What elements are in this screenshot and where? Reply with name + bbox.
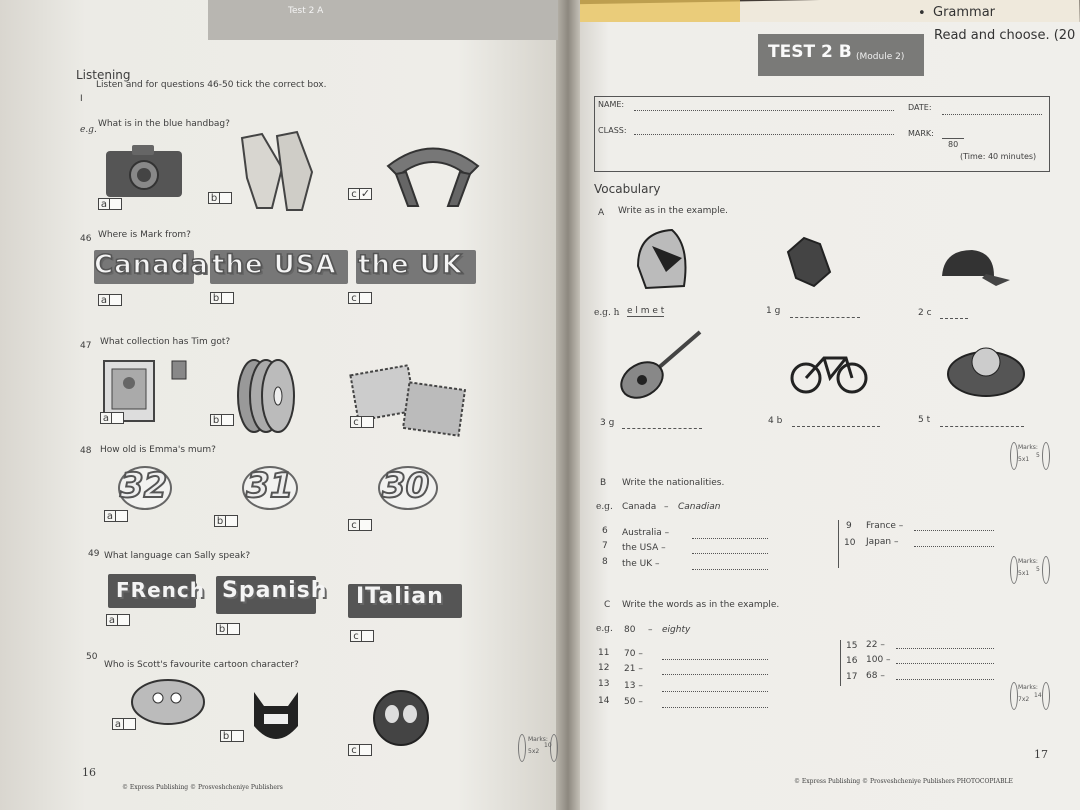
c-example-num: 80 — [624, 625, 636, 635]
option-letter: c — [348, 519, 360, 531]
time-limit: (Time: 40 minutes) — [960, 152, 1037, 161]
c-item-15-field[interactable] — [896, 648, 994, 649]
c-item-15-text: 22 – — [866, 640, 885, 650]
b-item-10-text: Japan – — [866, 537, 899, 547]
b-column-divider — [838, 520, 839, 568]
c-example-prefix: e.g. — [596, 624, 613, 634]
q48-number: 48 — [80, 446, 92, 456]
b-example-dash: – — [664, 502, 669, 512]
checkbox[interactable] — [116, 510, 128, 522]
listening-instruction: Listen and for questions 46-50 tick the correct box. — [96, 80, 327, 90]
c-item-12-text: 21 – — [624, 664, 643, 674]
c-item-13-num: 13 — [598, 679, 610, 689]
guitar-icon — [616, 330, 702, 400]
marks-formula: 7x2 — [1018, 696, 1030, 703]
c-item-16-num: 16 — [846, 656, 858, 666]
a-item-3-label: 3 g — [600, 418, 615, 428]
name-field[interactable] — [634, 110, 894, 111]
b-item-8-field[interactable] — [692, 569, 768, 570]
class-field[interactable] — [634, 134, 894, 135]
example-option-c[interactable] — [348, 188, 372, 200]
a-item-1-label: 1 g — [766, 306, 781, 316]
q50-option-c[interactable] — [348, 744, 372, 756]
checkbox[interactable] — [110, 198, 122, 210]
a-example-answer: e l m e t — [627, 306, 665, 316]
left-tab — [208, 0, 558, 40]
q50-option-a[interactable] — [112, 718, 136, 730]
option-letter: c — [348, 188, 360, 200]
name-label: NAME: — [598, 100, 625, 109]
number-30: 30 — [382, 466, 430, 506]
q49-option-c[interactable] — [350, 630, 374, 642]
date-field[interactable] — [942, 114, 1042, 115]
a-item-5-field[interactable] — [940, 426, 1024, 427]
cap-icon — [936, 246, 1012, 290]
option-letter: b — [210, 414, 222, 426]
left-tab-label: Test 2 A — [288, 6, 324, 16]
a-item-4-label: 4 b — [768, 416, 783, 426]
mark-label: MARK: — [908, 129, 934, 138]
checkbox[interactable] — [360, 744, 372, 756]
number-31: 31 — [246, 466, 294, 506]
option-letter: a — [100, 412, 112, 424]
b-item-6-text: Australia – — [622, 528, 670, 538]
bicycle-icon — [790, 348, 870, 396]
option-letter: b — [210, 292, 222, 304]
marks-formula: 5x1 — [1018, 456, 1030, 463]
option-letter: b — [208, 192, 220, 204]
option-letter: b — [214, 515, 226, 527]
checkbox[interactable] — [360, 292, 372, 304]
b-item-7-text: the USA – — [622, 543, 666, 553]
marks-paren-left — [1010, 442, 1018, 470]
option-letter: a — [106, 614, 118, 626]
marks-total: 5 — [1036, 452, 1040, 459]
c-item-11-text: 70 – — [624, 649, 643, 659]
checkbox[interactable] — [112, 412, 124, 424]
q46-question: Where is Mark from? — [98, 230, 191, 240]
q48-question: How old is Emma's mum? — [100, 445, 216, 455]
date-label: DATE: — [908, 103, 932, 112]
section-b-letter: B — [600, 478, 607, 488]
option-letter: b — [216, 623, 228, 635]
section-c-letter: C — [604, 600, 611, 610]
test-title: TEST 2 B — [768, 42, 852, 62]
checkbox[interactable] — [220, 192, 232, 204]
marks-label: Marks: — [1018, 684, 1038, 691]
option-letter: a — [98, 294, 110, 306]
class-label: CLASS: — [598, 126, 627, 135]
q48-option-b[interactable] — [214, 515, 238, 527]
c-example-dash: – — [648, 625, 653, 635]
book-spine — [556, 0, 580, 810]
c-item-16-text: 100 – — [866, 655, 891, 665]
b-example-country: Canada — [622, 502, 657, 512]
q47-option-c[interactable] — [350, 416, 374, 428]
b-item-9-num: 9 — [846, 521, 852, 531]
a-item-1-field[interactable] — [790, 317, 860, 318]
a-item-2-field[interactable] — [940, 318, 968, 319]
c-item-12-num: 12 — [598, 663, 610, 673]
q47-option-a[interactable] — [100, 412, 124, 424]
q50-option-b[interactable] — [220, 730, 244, 742]
number-32: 32 — [120, 466, 168, 506]
q49-option-b[interactable] — [216, 623, 240, 635]
marks-label: Marks: — [1018, 444, 1038, 451]
q49-question: What language can Sally speak? — [104, 551, 251, 561]
marks-paren-left — [1010, 682, 1018, 710]
b-item-7-field[interactable] — [692, 553, 768, 554]
word-french: FRench — [116, 578, 205, 602]
b-item-10-field[interactable] — [914, 546, 994, 547]
option-letter: c — [348, 292, 360, 304]
q50-question: Who is Scott's favourite cartoon character? — [104, 660, 299, 670]
option-letter: c — [350, 416, 362, 428]
gloves-icon-2 — [784, 232, 840, 290]
banner-canada: Canada — [94, 250, 209, 280]
spiderman-icon — [368, 690, 434, 746]
read-and-choose-line: Read and choose. (20 — [934, 28, 1076, 43]
c-item-12-field[interactable] — [662, 674, 768, 675]
c-item-14-text: 50 – — [624, 697, 643, 707]
c-item-14-num: 14 — [598, 696, 610, 706]
word-spanish: Spanish — [222, 578, 328, 603]
b-marks-box — [1010, 556, 1050, 584]
option-letter: a — [104, 510, 116, 522]
a-example-label: e.g. h — [594, 308, 620, 318]
checkbox[interactable] — [228, 623, 240, 635]
q50-number: 50 — [86, 652, 98, 662]
b-item-8-text: the UK – — [622, 559, 660, 569]
section-a-instruction: Write as in the example. — [618, 206, 728, 216]
marks-label: Marks: — [1018, 558, 1038, 565]
marks-label: Marks: — [528, 736, 548, 743]
example-option-b[interactable] — [208, 192, 232, 204]
q46-option-c[interactable] — [348, 292, 372, 304]
q49-number: 49 — [88, 549, 100, 559]
q47-question: What collection has Tim got? — [100, 337, 231, 347]
banner-uk: the UK — [358, 250, 463, 280]
mark-total: 80 — [948, 140, 959, 149]
b-example-prefix: e.g. — [596, 502, 613, 512]
marks-paren-right — [1042, 556, 1050, 584]
q47-number: 47 — [80, 341, 92, 351]
b-item-9-field[interactable] — [914, 530, 994, 531]
toy-cartoon-icon — [944, 340, 1028, 400]
a-item-3-field[interactable] — [622, 428, 702, 429]
c-item-14-field[interactable] — [662, 707, 768, 708]
c-item-17-text: 68 – — [866, 671, 885, 681]
banner-usa: the USA — [212, 250, 337, 280]
a-item-5-label: 5 t — [918, 415, 931, 425]
checkbox[interactable] — [362, 630, 374, 642]
cartoon-character-a-icon — [128, 676, 208, 726]
grammar-heading: Grammar — [933, 5, 996, 20]
scarf-icon — [378, 136, 488, 208]
marks-formula: 5x2 — [528, 748, 540, 755]
option-letter: b — [220, 730, 232, 742]
section-c-instruction: Write the words as in the example. — [622, 600, 780, 610]
batman-icon — [244, 686, 308, 752]
c-marks-box — [1010, 682, 1050, 710]
example-question: What is in the blue handbag? — [98, 119, 230, 129]
checkbox[interactable] — [232, 730, 244, 742]
checkbox[interactable] — [118, 614, 130, 626]
word-italian: ITalian — [356, 584, 444, 609]
q49-option-a[interactable] — [106, 614, 130, 626]
marks-paren-left — [518, 734, 526, 762]
left-marks-box — [518, 734, 558, 762]
left-footer: © Express Publishing © Prosveshcheniye Publishers — [122, 784, 283, 791]
b-item-7-num: 7 — [602, 541, 608, 551]
instruction-number: I — [80, 94, 83, 104]
mark-field[interactable] — [942, 138, 964, 139]
marks-total: 10 — [544, 742, 552, 749]
example-option-a[interactable] — [98, 198, 122, 210]
q47-option-b[interactable] — [210, 414, 234, 426]
c-item-11-num: 11 — [598, 648, 610, 658]
a-item-2-label: 2 c — [918, 308, 932, 318]
gloves-icon — [232, 128, 322, 214]
b-item-6-num: 6 — [602, 526, 608, 536]
q48-option-c[interactable] — [348, 519, 372, 531]
b-example-answer: Canadian — [678, 502, 721, 512]
c-item-13-field[interactable] — [662, 691, 768, 692]
a-marks-box — [1010, 442, 1050, 470]
marks-total: 14 — [1034, 692, 1042, 699]
checkbox[interactable] — [222, 414, 234, 426]
vocabulary-heading: Vocabulary — [594, 182, 661, 196]
marks-paren-right — [1042, 682, 1050, 710]
marks-total: 5 — [1036, 566, 1040, 573]
checkbox-checked[interactable]: ✓ — [360, 187, 371, 200]
b-item-9-text: France – — [866, 521, 904, 531]
checkbox[interactable] — [124, 718, 136, 730]
b-item-10-num: 10 — [844, 538, 856, 548]
q46-option-a[interactable] — [98, 294, 122, 306]
section-a-letter: A — [598, 208, 605, 218]
test-module: (Module 2) — [856, 52, 905, 62]
a-item-4-field[interactable] — [792, 426, 880, 427]
marks-formula: 5x1 — [1018, 570, 1030, 577]
checkbox[interactable] — [110, 294, 122, 306]
helmet-icon — [632, 226, 692, 296]
c-item-17-field[interactable] — [896, 679, 994, 680]
c-item-11-field[interactable] — [662, 659, 768, 660]
left-page-number: 16 — [82, 766, 96, 779]
option-letter: c — [350, 630, 362, 642]
q46-number: 46 — [80, 234, 92, 244]
right-page-number: 17 — [1034, 748, 1048, 761]
q46-option-b[interactable] — [210, 292, 234, 304]
c-item-15-num: 15 — [846, 641, 858, 651]
grammar-bullet: • — [918, 6, 926, 21]
checkbox[interactable] — [362, 416, 374, 428]
option-letter: a — [98, 198, 110, 210]
b-item-6-field[interactable] — [692, 538, 768, 539]
example-prefix: e.g. — [80, 125, 97, 135]
marks-paren-right — [1042, 442, 1050, 470]
right-footer: © Express Publishing © Prosveshcheniye Publishers PHOTOCOPIABLE — [794, 778, 1013, 785]
c-example-answer: eighty — [662, 625, 691, 635]
c-column-divider — [840, 640, 841, 686]
listening-heading: Listening — [76, 68, 131, 82]
checkbox[interactable] — [222, 292, 234, 304]
option-letter: c — [348, 744, 360, 756]
option-letter: a — [112, 718, 124, 730]
checkbox[interactable] — [360, 519, 372, 531]
b-item-8-num: 8 — [602, 557, 608, 567]
section-b-instruction: Write the nationalities. — [622, 478, 725, 488]
q48-option-a[interactable] — [104, 510, 128, 522]
c-item-16-field[interactable] — [896, 663, 994, 664]
checkbox[interactable] — [226, 515, 238, 527]
marks-paren-left — [1010, 556, 1018, 584]
c-item-17-num: 17 — [846, 672, 858, 682]
camera-icon — [104, 143, 184, 199]
c-item-13-text: 13 – — [624, 681, 643, 691]
cds-icon — [232, 358, 302, 434]
